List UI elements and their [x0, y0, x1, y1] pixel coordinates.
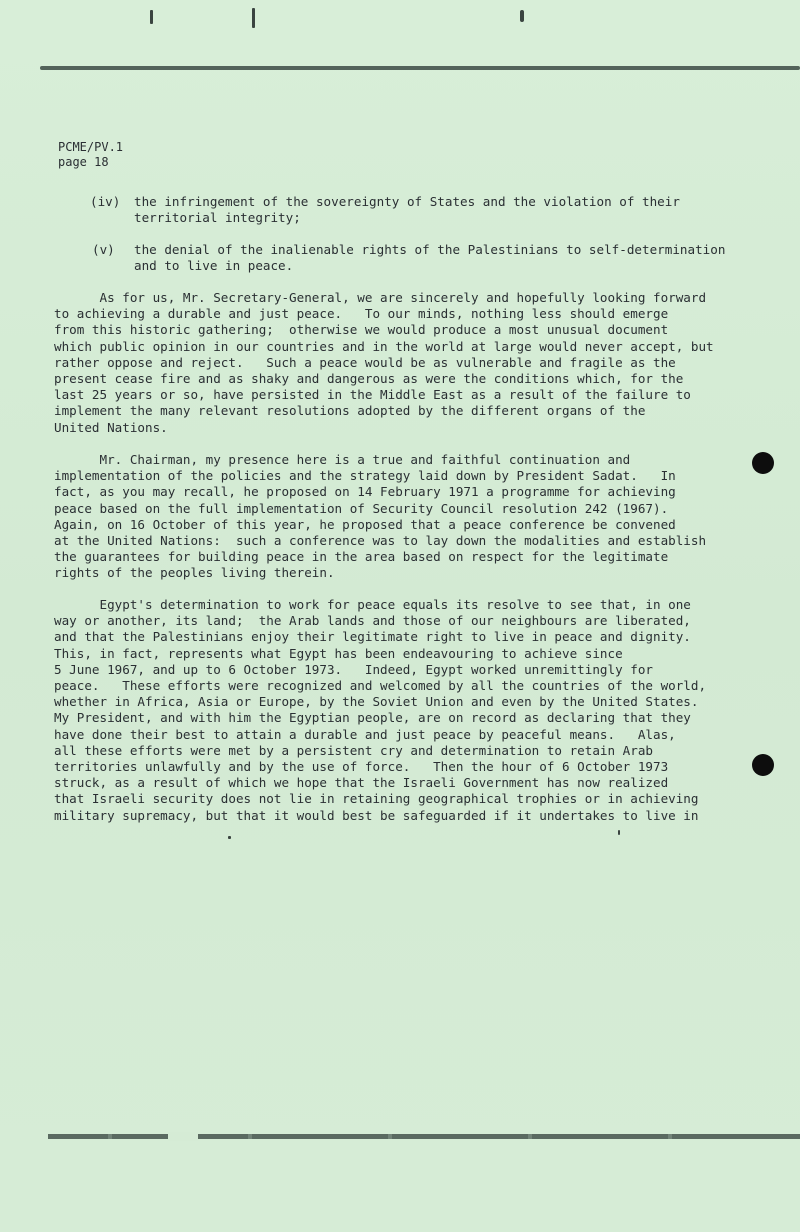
scan-mark: [520, 10, 524, 22]
paragraph: As for us, Mr. Secretary-General, we are sincerely and hopefully looking forward to achieving a durable and just peace. To our minds, nothing less should emerge from this historic gathering; otherwise we would produce a most unusual document which public opinion in our countries and in the world at large would never accept, but rather oppose and reject. Such a peace would be as vulnerable and fragile as the present cease fire and as shaky and dangerous as were the conditions which, for the last 25 years or so, have persisted in the Middle East as a result of the failure to implement the many relevant resolutions adopted by the different organs of the United Nations.: [54, 290, 714, 435]
punch-hole: [752, 452, 774, 474]
list-item-text: the infringement of the sovereignty of States and the violation of their territorial integrity;: [134, 194, 680, 225]
top-rule: [40, 66, 800, 70]
page-number: page 18: [58, 155, 109, 169]
scan-mark: [228, 836, 231, 839]
list-item-text: the denial of the inalienable rights of the Palestinians to self-determination and to live in peace.: [134, 242, 726, 273]
document-header: [58, 140, 123, 170]
bottom-rule-gap: [168, 1132, 198, 1141]
scan-mark: [618, 830, 620, 835]
list-item-number: (iv): [90, 194, 121, 209]
scan-mark: [150, 10, 153, 24]
punch-hole: [752, 754, 774, 776]
scan-mark: [252, 8, 255, 28]
paragraph: Mr. Chairman, my presence here is a true and faithful continuation and implementation of the policies and the strategy laid down by President Sadat. In fact, as you may recall, he proposed on 14 February 1971 a programme for achieving peace based on the full implementation of Security Council resolution 242 (1967). Again, on 16 October of this year, he proposed that a peace conference be convened at the United Nations: such a conference was to lay down the modalities and establish the guarantees for building peace in the area based on respect for the legitimate rights of the peoples living therein.: [54, 452, 707, 581]
document-symbol: PCME/PV.1: [58, 140, 124, 154]
list-item-number: (v): [92, 242, 115, 257]
bottom-rule: [48, 1134, 800, 1139]
paragraph: Egypt's determination to work for peace equals its resolve to see that, in one way or another, its land; the Arab lands and those of our neighbours are liberated, and that the Palestinians enjoy their legitimate right to live in peace and dignity. This, in fact, represents what Egypt has been endeavouring to achieve since 5 June 1967, and up to 6 October 1973. Indeed, Egypt worked unremittingly for peace. These efforts were recognized and welcomed by all the countries of the world, whether in Africa, Asia or Europe, by the Soviet Union and even by the United States. My President, and with him the Egyptian people, are on record as declaring that they have done their best to attain a durable and just peace by peaceful means. Alas, all these efforts were met by a persistent cry and determination to retain Arab territories unlawfully and by the use of force. Then the hour of 6 October 1973 struck, as a result of which we hope that the Israeli Government has now realized that Israeli security does not lie in retaining geographical trophies or in achieving military supremacy, but that it would best be safeguarded if it undertakes to live in: [54, 597, 707, 823]
